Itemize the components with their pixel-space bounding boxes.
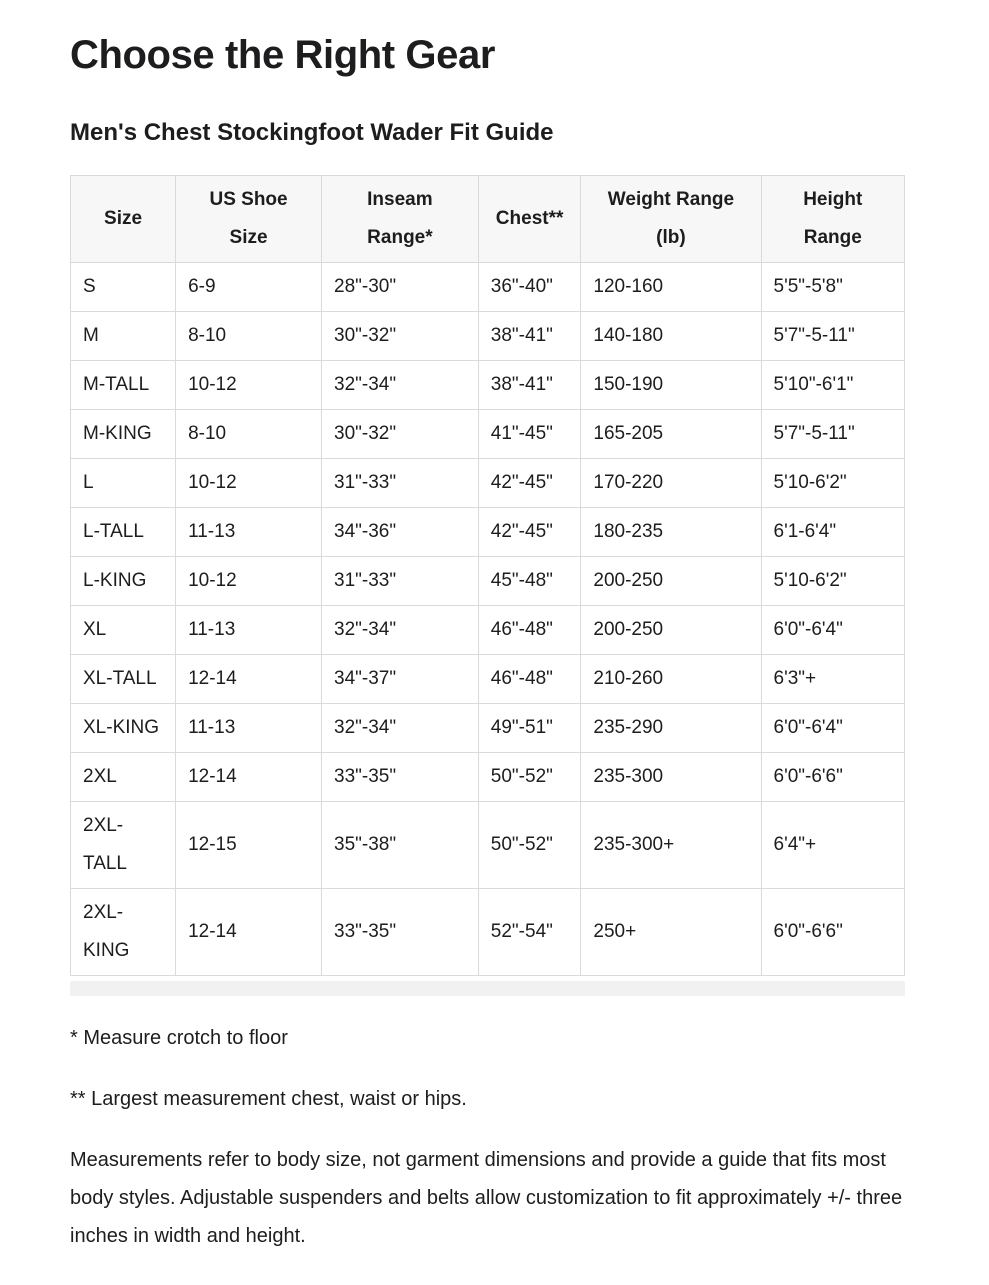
table-cell: 42"-45" <box>478 507 581 556</box>
table-cell: 32"-34" <box>322 605 479 654</box>
table-cell: 10-12 <box>176 556 322 605</box>
table-cell: 170-220 <box>581 458 761 507</box>
chest-footnote: ** Largest measurement chest, waist or hips. <box>70 1087 467 1110</box>
column-header: Weight Range (lb) <box>581 175 761 262</box>
column-header: Height Range <box>761 175 904 262</box>
table-cell: 11-13 <box>176 703 322 752</box>
table-cell: M-KING <box>71 409 176 458</box>
table-cell: 41"-45" <box>478 409 581 458</box>
table-cell: 11-13 <box>176 507 322 556</box>
table-cell: 6'4"+ <box>761 801 904 888</box>
table-cell: 38"-41" <box>478 311 581 360</box>
table-cell: 5'7"-5-11" <box>761 311 904 360</box>
table-cell: 32"-34" <box>322 360 479 409</box>
table-cell: 30"-32" <box>322 409 479 458</box>
table-cell: L <box>71 458 176 507</box>
table-cell: 5'10"-6'1" <box>761 360 904 409</box>
table-cell: 30"-32" <box>322 311 479 360</box>
table-cell: 210-260 <box>581 654 761 703</box>
fit-table-container <box>70 175 905 996</box>
page-title: Choose the Right Gear <box>70 33 495 77</box>
table-cell: 235-300 <box>581 752 761 801</box>
horizontal-scrollbar-track[interactable] <box>70 981 905 996</box>
table-cell: 6'0"-6'4" <box>761 605 904 654</box>
table-cell: 6'0"-6'4" <box>761 703 904 752</box>
table-cell: L-TALL <box>71 507 176 556</box>
table-cell: 5'10-6'2" <box>761 556 904 605</box>
table-cell: 150-190 <box>581 360 761 409</box>
table-cell: 46"-48" <box>478 654 581 703</box>
column-header: Chest** <box>478 175 581 262</box>
table-row <box>71 360 905 409</box>
table-cell: 120-160 <box>581 262 761 311</box>
table-cell: 36"-40" <box>478 262 581 311</box>
table-cell: 12-14 <box>176 654 322 703</box>
table-cell: 12-14 <box>176 752 322 801</box>
table-cell: 28"-30" <box>322 262 479 311</box>
table-cell: 34"-36" <box>322 507 479 556</box>
table-row <box>71 605 905 654</box>
table-row <box>71 888 905 975</box>
table-cell: 50"-52" <box>478 801 581 888</box>
column-header: Size <box>71 175 176 262</box>
table-cell: 250+ <box>581 888 761 975</box>
table-cell: 32"-34" <box>322 703 479 752</box>
measurements-paragraph: Measurements refer to body size, not garment dimensions and provide a guide that fits most body styles. Adjustable suspenders and belts allow customization to fit approximately +/- three inches in width and height. <box>70 1148 903 1247</box>
table-cell: 6'3"+ <box>761 654 904 703</box>
table-cell: 31"-33" <box>322 458 479 507</box>
table-row <box>71 556 905 605</box>
table-cell: 5'7"-5-11" <box>761 409 904 458</box>
table-row <box>71 409 905 458</box>
table-cell: 52"-54" <box>478 888 581 975</box>
table-cell: 11-13 <box>176 605 322 654</box>
table-cell: XL <box>71 605 176 654</box>
table-cell: 12-15 <box>176 801 322 888</box>
table-cell: 6'0"-6'6" <box>761 888 904 975</box>
table-cell: 45"-48" <box>478 556 581 605</box>
table-cell: 235-290 <box>581 703 761 752</box>
table-cell: 180-235 <box>581 507 761 556</box>
table-cell: 46"-48" <box>478 605 581 654</box>
table-cell: 6-9 <box>176 262 322 311</box>
table-row <box>71 507 905 556</box>
table-header-row <box>71 175 905 262</box>
table-cell: 165-205 <box>581 409 761 458</box>
table-cell: 34"-37" <box>322 654 479 703</box>
table-cell: XL-KING <box>71 703 176 752</box>
column-header: Inseam Range* <box>322 175 479 262</box>
table-cell: 42"-45" <box>478 458 581 507</box>
table-cell: 235-300+ <box>581 801 761 888</box>
table-row <box>71 752 905 801</box>
table-cell: 49"-51" <box>478 703 581 752</box>
table-cell: M <box>71 311 176 360</box>
inseam-footnote: * Measure crotch to floor <box>70 1026 288 1049</box>
section-subtitle: Men's Chest Stockingfoot Wader Fit Guide <box>70 119 554 146</box>
table-cell: 2XL-TALL <box>71 801 176 888</box>
table-cell: 10-12 <box>176 360 322 409</box>
table-cell: 140-180 <box>581 311 761 360</box>
fit-table <box>70 175 905 976</box>
table-row <box>71 262 905 311</box>
table-row <box>71 703 905 752</box>
table-row <box>71 458 905 507</box>
table-cell: 35"-38" <box>322 801 479 888</box>
table-cell: 33"-35" <box>322 752 479 801</box>
table-cell: 50"-52" <box>478 752 581 801</box>
table-cell: 200-250 <box>581 605 761 654</box>
table-cell: 2XL <box>71 752 176 801</box>
table-cell: 2XL-KING <box>71 888 176 975</box>
table-cell: 8-10 <box>176 311 322 360</box>
table-cell: 33"-35" <box>322 888 479 975</box>
table-cell: 200-250 <box>581 556 761 605</box>
table-cell: 10-12 <box>176 458 322 507</box>
table-cell: 31"-33" <box>322 556 479 605</box>
table-cell: 5'10-6'2" <box>761 458 904 507</box>
table-row <box>71 311 905 360</box>
table-cell: XL-TALL <box>71 654 176 703</box>
table-cell: L-KING <box>71 556 176 605</box>
table-cell: 38"-41" <box>478 360 581 409</box>
table-cell: 6'1-6'4" <box>761 507 904 556</box>
table-row <box>71 654 905 703</box>
table-cell: S <box>71 262 176 311</box>
table-cell: 6'0"-6'6" <box>761 752 904 801</box>
column-header: US Shoe Size <box>176 175 322 262</box>
table-cell: 12-14 <box>176 888 322 975</box>
table-cell: 5'5"-5'8" <box>761 262 904 311</box>
table-cell: 8-10 <box>176 409 322 458</box>
table-cell: M-TALL <box>71 360 176 409</box>
table-row <box>71 801 905 888</box>
